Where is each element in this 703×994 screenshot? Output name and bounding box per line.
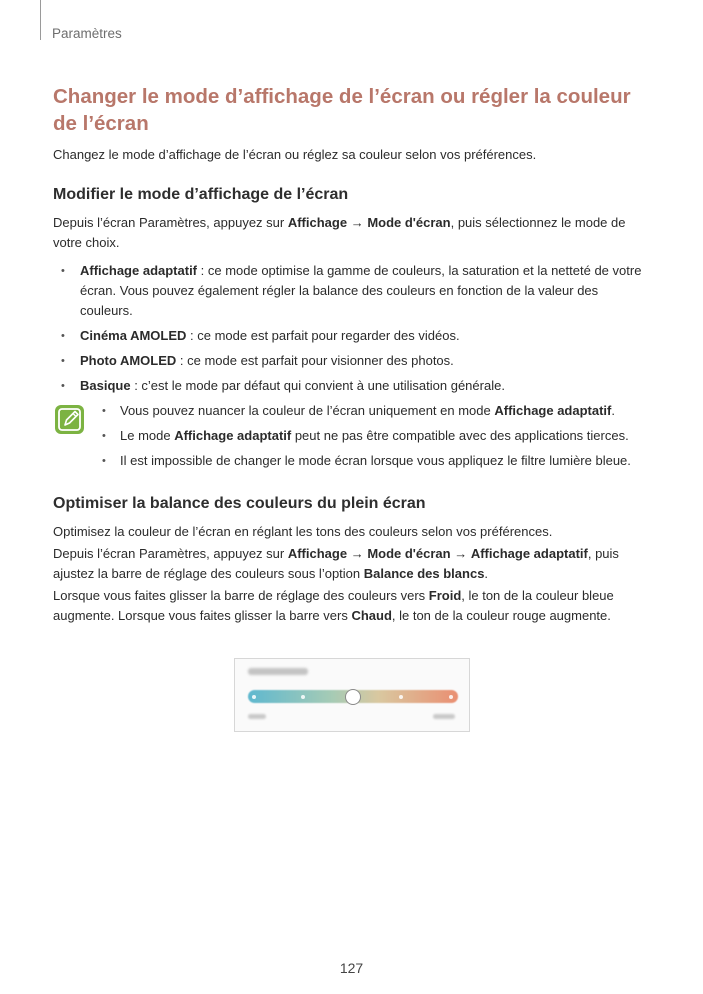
display-mode-instruction: Depuis l’écran Paramètres, appuyez sur Affichage → Mode d'écran, puis sélectionnez le mode de votre choix. — [53, 215, 626, 250]
color-balance-intro: Optimisez la couleur de l’écran en réglant les tons des couleurs selon vos préférences. — [53, 524, 553, 539]
list-item: • Il est impossible de changer le mode écran lorsque vous appliquez le filtre lumière bleue. — [94, 451, 654, 471]
section-heading-display-mode: Modifier le mode d’affichage de l’écran — [53, 186, 349, 203]
bullet-icon: • — [61, 380, 65, 392]
screen-mode-list — [53, 261, 649, 396]
list-item: • Photo AMOLED : ce mode est parfait pour visionner des photos. — [53, 351, 649, 371]
main-content — [53, 83, 649, 626]
slider-tick — [301, 695, 305, 699]
header-divider — [40, 0, 41, 40]
bullet-icon: • — [102, 430, 106, 442]
white-balance-screenshot — [234, 658, 470, 732]
cool-label-blurred — [248, 714, 266, 719]
slider-tick — [399, 695, 403, 699]
bullet-icon: • — [61, 265, 65, 277]
list-item: • Cinéma AMOLED : ce mode est parfait pour regarder des vidéos. — [53, 326, 649, 346]
note-list — [94, 401, 654, 476]
slider-tick — [252, 695, 256, 699]
color-balance-instruction: Depuis l’écran Paramètres, appuyez sur Affichage → Mode d'écran → Affichage adaptatif, puis ajustez la barre de réglage des couleurs sous l’option Balance des blancs. — [53, 546, 619, 581]
slider-tick — [449, 695, 453, 699]
list-item: • Vous pouvez nuancer la couleur de l’écran uniquement en mode Affichage adaptatif. — [94, 401, 654, 421]
color-balance-explanation: Lorsque vous faites glisser la barre de réglage des couleurs vers Froid, le ton de la couleur bleue augmente. Lorsque vous faites glisser la barre vers Chaud, le ton de la couleur rouge augmente. — [53, 588, 614, 623]
list-item: • Affichage adaptatif : ce mode optimise la gamme de couleurs, la saturation et la netteté de votre écran. Vous pouvez également régler la balance des couleurs en fonction de la valeur des couleurs. — [61, 263, 642, 318]
page-number: 127 — [339, 960, 364, 976]
note-pencil-icon — [54, 404, 85, 435]
bullet-icon: • — [102, 455, 106, 467]
note-box — [53, 401, 649, 469]
warm-label-blurred — [433, 714, 455, 719]
color-balance-slider-thumb[interactable] — [345, 689, 361, 705]
bullet-icon: • — [102, 405, 106, 417]
bullet-icon: • — [61, 355, 65, 367]
intro-text: Changez le mode d’affichage de l’écran ou réglez sa couleur selon vos préférences. — [53, 147, 537, 162]
list-item: • Le mode Affichage adaptatif peut ne pas être compatible avec des applications tierces. — [94, 426, 654, 446]
section-heading-color-balance: Optimiser la balance des couleurs du plein écran — [53, 495, 426, 512]
white-balance-label-blurred — [248, 668, 308, 675]
page-title: Changer le mode d’affichage de l’écran ou régler la couleur de l’écran — [53, 85, 631, 135]
section-header: Paramètres — [52, 26, 122, 41]
bullet-icon: • — [61, 330, 65, 342]
list-item: • Basique : c’est le mode par défaut qui convient à une utilisation générale. — [53, 376, 649, 396]
